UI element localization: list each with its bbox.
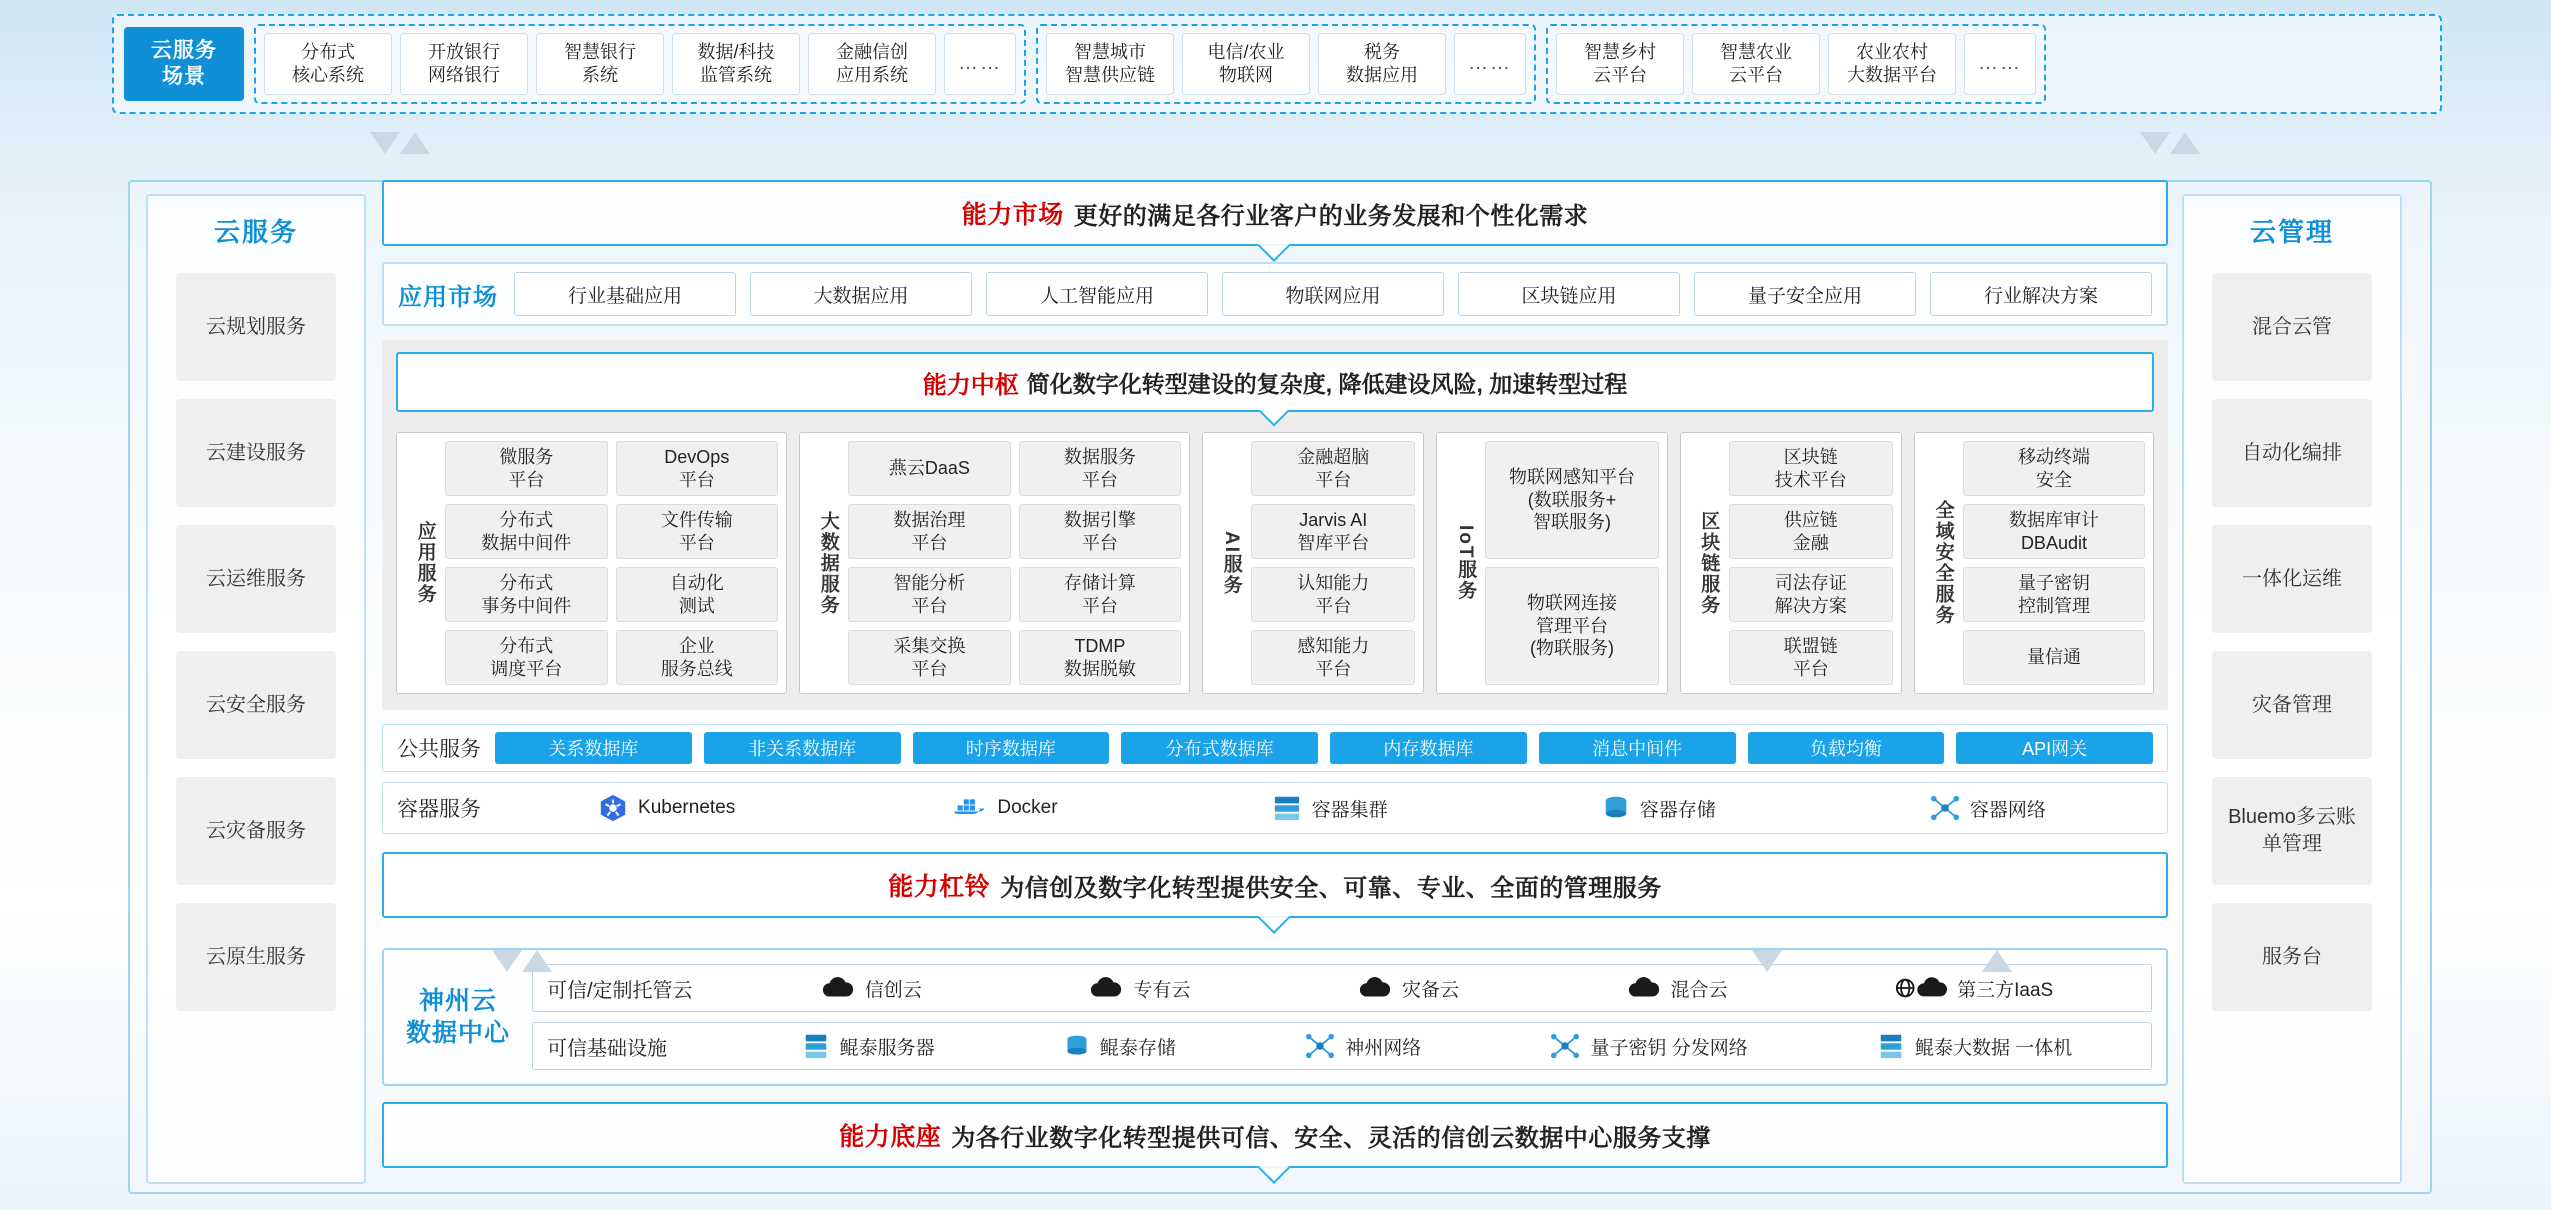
service-card[interactable] [1251,504,1415,559]
service-card-line1: 存储计算 [1063,573,1136,593]
container-service-item[interactable] [949,794,1057,822]
service-card-line1: 量子密钥 [2017,573,2090,593]
server-icon [1877,1032,1905,1060]
service-card-line2: 测试 [678,595,715,616]
service-card-line1: 金融超脑 [1297,447,1370,467]
arrow-down-icon [1752,950,1782,976]
scenario-title-line2: 场景 [162,65,206,88]
container-service-item-label: 容器集群 [1311,799,1388,821]
service-card-line2: 平台 [1315,595,1352,616]
service-card-line2: 平台 [1315,658,1352,679]
group-label-blockchain-services: 区块链服务 [1698,510,1720,616]
scenario-card-line2: 网络银行 [428,65,500,85]
scenario-card-line1: …… [958,52,1002,75]
capability-hub-groups [396,432,2154,694]
cloud-item-label: 灾备云 [1401,979,1459,1001]
service-card[interactable] [445,567,608,622]
service-card[interactable] [1963,567,2145,622]
sidebar-item-integrated-ops[interactable]: 一体化运维 [2212,525,2372,633]
app-market-item[interactable]: 大数据应用 [750,272,972,316]
scenario-card-line1: 税务 [1364,41,1400,62]
scenario-card[interactable] [1556,33,1684,95]
trusted-hosting-cloud-label: 可信/定制托管云 [547,979,693,1002]
sidebar-item-service-desk[interactable]: 服务台 [2212,903,2372,1011]
scenario-title [124,27,244,101]
service-card[interactable] [848,504,1011,559]
service-card-line1: 联盟链 [1783,636,1838,656]
arrow-down-icon [492,950,522,976]
infra-item-label: 量子密钥 分发网络 [1590,1037,1748,1059]
scenario-card-line2: 云平台 [1593,65,1647,85]
capability-base-banner [382,1102,2168,1168]
cloud-icon [821,977,855,999]
service-card-line2: DBAudit [2020,532,2087,553]
service-card-line2: 平台 [1081,595,1118,616]
service-card-line1: 区块链 [1783,447,1838,467]
capability-market-subtitle: 更好的满足各行业客户的业务发展和个性化需求 [1073,202,1589,230]
arrow-up-icon [1982,950,2012,976]
service-card-line2: 智库平台 [1297,532,1370,553]
cloud-item[interactable] [821,975,922,1002]
service-card-line2: 平台 [1081,532,1118,553]
service-card-line1: 数据服务 [1063,447,1136,467]
service-card-line1: 移动终端 [2017,447,2090,467]
service-card-line1: 企业 [678,636,715,656]
service-card-line1: Jarvis AI [1299,510,1368,530]
group-iot-services [1436,432,1667,694]
application-market-label: 应用市场 [398,283,498,311]
center-stack [382,180,2168,1168]
service-card-line2: 平台 [1792,658,1829,679]
public-service-item[interactable]: 消息中间件 [1539,732,1736,764]
service-card[interactable] [1251,567,1415,622]
service-card[interactable] [1963,630,2145,685]
public-service-row [382,724,2168,772]
network-icon [1930,794,1960,822]
sidebar-item-bluemo-billing[interactable]: Bluemo多云账单管理 [2212,777,2372,885]
container-service-item-label: Docker [997,797,1058,818]
service-card-line1: 分布式 [499,573,554,593]
service-card[interactable] [445,630,608,685]
scenario-card[interactable] [536,33,664,95]
service-card[interactable] [1729,630,1893,685]
cloud-service-column [146,194,366,1184]
scenario-card[interactable] [264,33,392,95]
sidebar-item-cloud-build[interactable]: 云建设服务 [176,399,336,507]
capability-base-title: 能力底座 [839,1123,942,1151]
service-card-line2: 解决方案 [1774,595,1847,616]
network-icon [1305,1032,1335,1060]
scenario-card[interactable] [1692,33,1820,95]
cloud-service-heading: 云服务 [213,217,298,247]
public-service-item[interactable]: 负载均衡 [1748,732,1945,764]
group-label-bigdata-services: 大数据服务 [817,510,839,616]
infra-item[interactable] [1305,1032,1421,1060]
scenario-card-line1: 数据/科技 [697,41,775,62]
capability-hub-banner [396,352,2154,412]
arrow-up-icon [400,132,430,158]
cloud-item[interactable] [1089,975,1190,1002]
scenario-card[interactable] [400,33,528,95]
service-card-line2: 管理平台 [1536,615,1609,636]
group-label-security-services: 全域安全服务 [1932,500,1954,626]
scenario-card-line1: 智慧乡村 [1584,41,1656,62]
capability-base-subtitle: 为各行业数字化转型提供可信、安全、灵活的信创云数据中心服务支撑 [951,1124,1711,1152]
scenario-group-finance [254,24,1026,104]
cloud-management-column [2182,194,2402,1184]
container-service-label: 容器服务 [397,798,481,821]
data-center-frame [382,948,2168,1086]
scenario-card-line1: 智慧城市 [1074,41,1146,62]
scenario-card[interactable] [672,33,800,95]
scenario-card-more[interactable] [1964,33,2036,95]
cloud-icon [1358,977,1392,999]
arrow-down-icon [2140,132,2170,158]
service-card-line2: 平台 [911,658,948,679]
globe-cloud-icon [1895,977,1947,999]
public-service-item[interactable]: 时序数据库 [913,732,1110,764]
service-card-line2: 平台 [508,469,545,490]
public-service-item[interactable]: 非关系数据库 [704,732,901,764]
service-card-line1: 司法存证 [1774,573,1847,593]
scenario-band [112,14,2442,114]
scenario-group-rural [1546,24,2046,104]
container-service-item-label: 容器存储 [1639,799,1716,821]
service-card[interactable] [848,630,1011,685]
app-market-item[interactable]: 区块链应用 [1458,272,1680,316]
cluster-icon [1272,794,1302,822]
service-card-line1: 分布式 [499,636,554,656]
service-card-line1: 数据库审计 [2008,510,2099,530]
public-service-item[interactable]: API网关 [1956,732,2153,764]
cloud-icon [1089,977,1123,999]
group-label-application-services: 应用服务 [414,521,436,605]
application-market-row [382,262,2168,326]
scenario-card-line2: 大数据平台 [1847,65,1937,85]
service-card-line1: 文件传输 [660,510,733,530]
scenario-card-line2: 应用系统 [836,65,908,85]
service-card-line1: 量信通 [2026,647,2081,668]
public-service-item[interactable]: 分布式数据库 [1121,732,1318,764]
capability-lever-subtitle: 为信创及数字化转型提供安全、可靠、专业、全面的管理服务 [1000,874,1662,902]
capability-hub-block [382,340,2168,710]
trusted-hosting-cloud-row [532,964,2152,1012]
infra-item-label: 鲲泰存储 [1099,1037,1176,1059]
cloud-item[interactable] [1895,975,2053,1002]
container-service-row [382,782,2168,834]
group-application-services [396,432,787,694]
data-center-title-line1: 神州云 [418,986,497,1015]
scenario-card[interactable] [1318,33,1446,95]
service-card[interactable] [445,504,608,559]
service-card-line1: 智能分析 [893,573,966,593]
scenario-card-line1: 开放银行 [428,41,500,62]
scenario-card[interactable] [1182,33,1310,95]
infra-item[interactable] [1550,1032,1747,1060]
service-card[interactable] [616,630,779,685]
container-service-item[interactable] [1602,794,1716,822]
infra-item[interactable] [1877,1032,2072,1060]
service-card[interactable] [1729,441,1893,496]
cloud-item-label: 专有云 [1133,979,1191,1001]
service-card[interactable] [1963,504,2145,559]
service-card[interactable] [848,441,1011,496]
scenario-card-line2: 云平台 [1729,65,1783,85]
app-market-item[interactable]: 量子安全应用 [1694,272,1916,316]
service-card-line1: 感知能力 [1297,636,1370,656]
service-card[interactable] [1963,441,2145,496]
cloud-item-label: 信创云 [864,979,922,1001]
scenario-card-line1: 智慧农业 [1720,41,1792,62]
kubernetes-icon [598,793,628,823]
group-label-iot-services: IoT服务 [1455,524,1477,602]
scenario-card-line1: …… [1978,52,2022,75]
infra-item[interactable] [802,1032,935,1060]
public-service-label: 公共服务 [397,738,481,761]
service-card[interactable] [616,441,779,496]
cloud-item-label: 混合云 [1670,979,1728,1001]
service-card-line3: (物联服务) [1530,638,1615,659]
scenario-card[interactable] [1046,33,1174,95]
service-card-line2: 技术平台 [1774,469,1847,490]
scenario-card-line1: 金融信创 [836,41,908,62]
service-card-line1: 数据治理 [893,510,966,530]
service-card[interactable] [1019,504,1182,559]
service-card-line2: 安全 [2035,469,2072,490]
service-card-line1: 供应链 [1783,510,1838,530]
service-card-line2: 平台 [1081,469,1118,490]
service-card-line2: 平台 [678,532,715,553]
data-center-title [398,985,518,1050]
app-market-item[interactable]: 人工智能应用 [986,272,1208,316]
scenario-card-line1: 电信/农业 [1207,41,1285,62]
service-card-line1: 物联网连接 [1527,593,1618,614]
service-card[interactable] [1485,567,1658,685]
service-card-line2: 金融 [1792,532,1829,553]
infra-item-label: 神州网络 [1345,1037,1422,1059]
sidebar-item-cloud-planning[interactable]: 云规划服务 [176,273,336,381]
service-card-line2: 数据脱敏 [1063,658,1136,679]
arrow-up-icon [522,950,552,976]
arrow-down-icon [370,132,400,158]
service-card-line2: 事务中间件 [481,595,572,616]
service-card[interactable] [1729,567,1893,622]
docker-icon [949,794,987,822]
storage-icon [1064,1032,1090,1060]
service-card-line2: (数联服务+ [1527,489,1617,510]
scenario-card-line1: 智慧银行 [564,41,636,62]
sidebar-item-hybrid-cloud-mgmt[interactable]: 混合云管 [2212,273,2372,381]
service-card-line2: 平台 [911,595,948,616]
trusted-infrastructure-row [532,1022,2152,1070]
cloud-item[interactable] [1627,975,1728,1002]
scenario-card[interactable] [808,33,936,95]
capability-market-banner [382,180,2168,246]
cloud-item[interactable] [1358,975,1459,1002]
sidebar-item-cloud-dr[interactable]: 云灾备服务 [176,777,336,885]
data-center-title-line2: 数据中心 [405,1019,510,1047]
group-security-services [1914,432,2154,694]
service-card[interactable] [848,567,1011,622]
service-card-line1: 微服务 [499,447,554,467]
infra-item-label: 鲲泰大数据 一体机 [1915,1037,2073,1059]
sidebar-item-cloud-ops[interactable]: 云运维服务 [176,525,336,633]
service-card-line2: 平台 [1315,469,1352,490]
service-card[interactable] [1251,441,1415,496]
capability-hub-title: 能力中枢 [922,371,1019,399]
infra-item-label: 鲲泰服务器 [839,1037,935,1059]
service-card-line1: 数据引擎 [1063,510,1136,530]
scenario-card-line1: …… [1468,52,1512,75]
sidebar-item-dr-mgmt[interactable]: 灾备管理 [2212,651,2372,759]
service-card-line1: 自动化 [669,573,724,593]
service-card-line2: 调度平台 [490,658,563,679]
app-market-item[interactable]: 行业基础应用 [514,272,736,316]
service-card-line2: 服务总线 [660,658,733,679]
group-ai-services [1202,432,1424,694]
storage-icon [1602,794,1630,822]
group-label-ai-services: AI服务 [1220,530,1242,596]
scenario-group-city [1036,24,1536,104]
network-icon [1550,1032,1580,1060]
service-card-line1: DevOps [664,447,730,467]
service-card[interactable] [616,504,779,559]
cloud-management-heading: 云管理 [2249,217,2334,247]
container-service-item[interactable] [1930,794,2046,822]
container-service-item-label: Kubernetes [638,797,736,818]
service-card-line1: 物联网感知平台 [1509,467,1636,488]
service-card[interactable] [1019,441,1182,496]
service-card[interactable] [1729,504,1893,559]
capability-lever-banner [382,852,2168,918]
service-card-line3: 智联服务) [1533,512,1612,533]
container-service-item[interactable] [598,793,735,823]
service-card-line1: 分布式 [499,510,554,530]
sidebar-item-cloud-native[interactable]: 云原生服务 [176,903,336,1011]
sidebar-item-automation[interactable]: 自动化编排 [2212,399,2372,507]
cloud-icon [1627,977,1661,999]
scenario-title-line1: 云服务 [151,38,217,62]
service-card[interactable] [1019,567,1182,622]
service-card-line2: 平台 [911,532,948,553]
trusted-infrastructure-label: 可信基础设施 [547,1037,667,1060]
scenario-card-more[interactable] [944,33,1016,95]
service-card[interactable] [1485,441,1658,559]
scenario-card-more[interactable] [1454,33,1526,95]
scenario-card[interactable] [1828,33,1956,95]
service-card[interactable] [616,567,779,622]
service-card-line1: 采集交换 [893,636,966,656]
container-service-item[interactable] [1272,794,1388,822]
infra-item[interactable] [1064,1032,1176,1060]
scenario-card-line2: 系统 [582,65,618,85]
service-card[interactable] [445,441,608,496]
service-card-line1: TDMP [1074,636,1126,656]
service-card-line1: 燕云DaaS [888,458,970,479]
service-card-line2: 控制管理 [2017,595,2090,616]
app-market-item[interactable]: 物联网应用 [1222,272,1444,316]
scenario-card-line2: 监管系统 [700,65,772,85]
sidebar-item-cloud-security[interactable]: 云安全服务 [176,651,336,759]
group-blockchain-services [1680,432,1902,694]
service-card[interactable] [1251,630,1415,685]
service-card-line2: 平台 [678,469,715,490]
cloud-item-label: 第三方IaaS [1957,979,2054,1001]
capability-lever-title: 能力杠铃 [888,873,991,901]
capability-hub-subtitle: 简化数字化转型建设的复杂度, 降低建设风险, 加速转型过程 [1026,370,1628,397]
public-service-item[interactable]: 关系数据库 [495,732,692,764]
scenario-card-line1: 农业农村 [1856,41,1928,62]
public-service-item[interactable]: 内存数据库 [1330,732,1527,764]
scenario-card-line2: 物联网 [1219,65,1273,85]
container-service-item-label: 容器网络 [1969,799,2046,821]
capability-market-title: 能力市场 [961,201,1064,229]
arrow-up-icon [2170,132,2200,158]
scenario-card-line2: 智慧供应链 [1065,65,1155,85]
service-card-line1: 认知能力 [1297,573,1370,593]
app-market-item[interactable]: 行业解决方案 [1930,272,2152,316]
server-icon [802,1032,830,1060]
scenario-card-line1: 分布式 [301,41,355,62]
scenario-card-line2: 数据应用 [1346,65,1418,85]
scenario-card-line2: 核心系统 [292,65,364,85]
service-card[interactable] [1019,630,1182,685]
service-card-line2: 数据中间件 [481,532,572,553]
group-bigdata-services [799,432,1190,694]
